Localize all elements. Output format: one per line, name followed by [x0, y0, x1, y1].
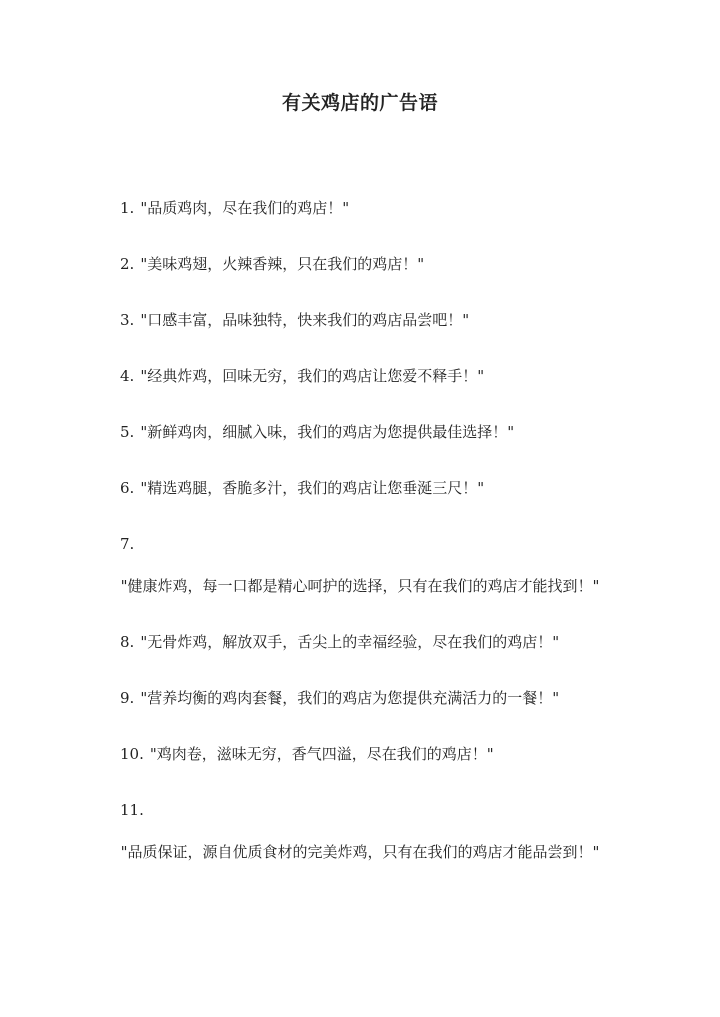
- slogan-text: "品质保证，源自优质食材的完美炸鸡，只有在我们的鸡店才能品尝到！": [120, 843, 600, 861]
- document-title: 有关鸡店的广告语: [281, 92, 438, 114]
- slogan-item: [120, 688, 559, 708]
- slogan-text-line: [0, 576, 720, 596]
- slogan-number: 7.: [120, 535, 135, 553]
- slogan-item: [120, 254, 424, 274]
- slogan-item: [120, 744, 494, 764]
- slogan-number: 8.: [120, 633, 135, 651]
- slogan-number-line: [120, 800, 144, 820]
- slogan-item: [120, 366, 484, 386]
- slogan-number: 1.: [120, 199, 135, 217]
- slogan-text: "鸡肉卷，滋味无穷，香气四溢，尽在我们的鸡店！": [149, 745, 494, 763]
- slogan-item: [120, 198, 349, 218]
- slogan-text: "健康炸鸡，每一口都是精心呵护的选择，只有在我们的鸡店才能找到！": [120, 577, 600, 595]
- slogan-text: "口感丰富，品味独特，快来我们的鸡店品尝吧！": [140, 311, 470, 329]
- slogan-text: "新鲜鸡肉，细腻入味，我们的鸡店为您提供最佳选择！": [140, 423, 515, 441]
- slogan-text: "美味鸡翅，火辣香辣，只在我们的鸡店！": [140, 255, 425, 273]
- slogan-item: [120, 422, 514, 442]
- slogan-item: [120, 310, 469, 330]
- slogan-number: 10.: [120, 745, 144, 763]
- slogan-number: 11.: [120, 801, 144, 819]
- slogan-text: "精选鸡腿，香脆多汁，我们的鸡店让您垂涎三尺！": [140, 479, 485, 497]
- slogan-text: "经典炸鸡，回味无穷，我们的鸡店让您爱不释手！": [140, 367, 485, 385]
- slogan-number-line: [120, 534, 134, 554]
- slogan-number: 4.: [120, 367, 135, 385]
- slogan-number: 3.: [120, 311, 135, 329]
- slogan-text-line: [0, 842, 720, 862]
- slogan-text: "品质鸡肉，尽在我们的鸡店！": [140, 199, 350, 217]
- slogan-text: "营养均衡的鸡肉套餐，我们的鸡店为您提供充满活力的一餐！": [140, 689, 560, 707]
- slogan-number: 2.: [120, 255, 135, 273]
- slogan-number: 9.: [120, 689, 135, 707]
- slogan-number: 6.: [120, 479, 135, 497]
- slogan-item: [120, 632, 559, 652]
- slogan-number: 5.: [120, 423, 135, 441]
- slogan-item: [120, 478, 484, 498]
- slogan-text: "无骨炸鸡，解放双手，舌尖上的幸福经验，尽在我们的鸡店！": [140, 633, 560, 651]
